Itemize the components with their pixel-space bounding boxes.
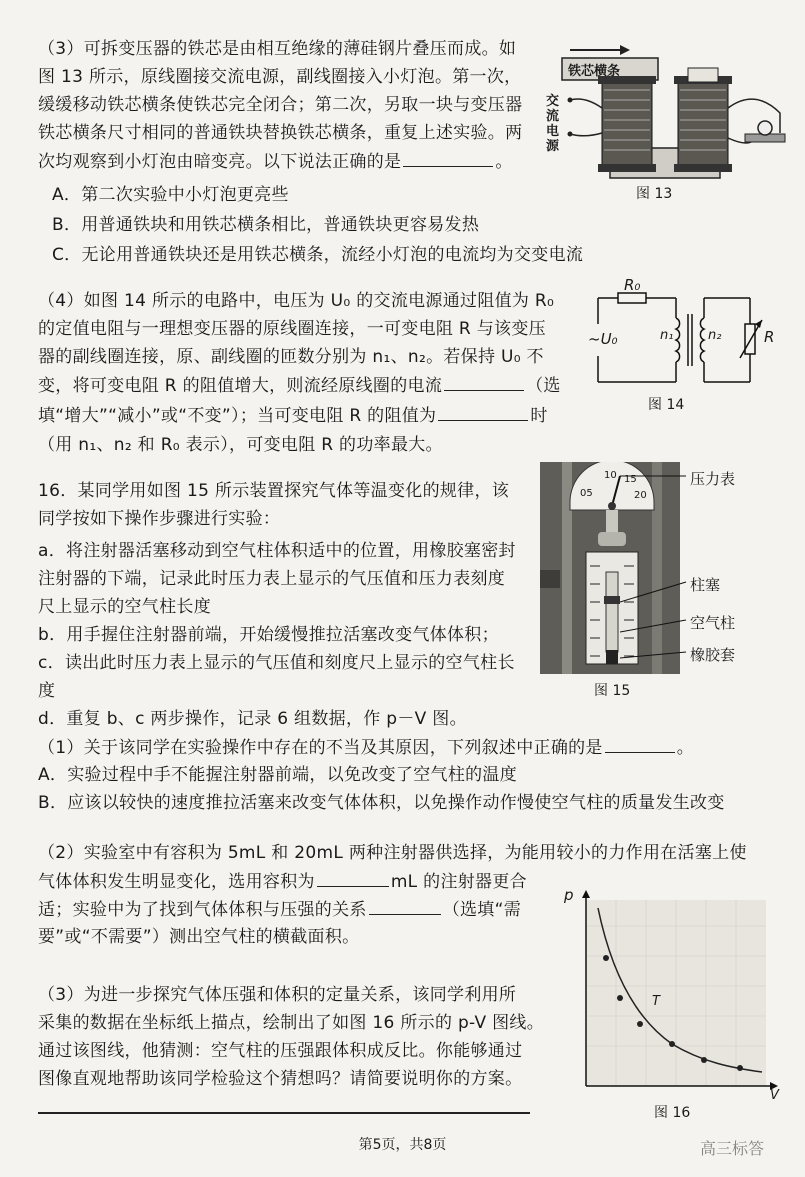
q4-line-6: （用 n₁、n₂ 和 R₀ 表示），可变电阻 R 的功率最大。 (38, 435, 443, 455)
q4-line-1: （4）如图 14 所示的电路中，电压为 U₀ 的交流电源通过阻值为 R₀ (38, 291, 555, 311)
q3-answer-blank[interactable] (403, 150, 493, 167)
figure-15-caption: 图 15 (594, 683, 631, 699)
q16-volume-blank[interactable] (317, 870, 389, 887)
plunger-label: 柱塞 (690, 576, 721, 594)
n2-label: n₂ (708, 328, 722, 343)
answer-line[interactable] (38, 1112, 530, 1114)
watermark-logo: 高三标答 (700, 1139, 765, 1158)
q16-sub3-line-4: 图像直观地帮助该同学检验这个猜想吗？请简要说明你的方案。 (38, 1069, 523, 1089)
y-axis-label: p (564, 886, 574, 904)
n1-label: n₁ (660, 328, 674, 343)
q16-line-2: 同学按如下操作步骤进行实验： (38, 509, 281, 529)
q4-line-5: 填“增大”“减小”或“不变”）；当可变电阻 R 的阻值为 时 (38, 406, 548, 426)
q16-sub3-line-3: 通过该图线，他猜测：空气柱的压强跟体积成反比。你能够通过 (38, 1041, 523, 1061)
figure-16 (562, 886, 787, 1116)
q16-sub2-line-2: 气体体积发生明显变化，选用容积为 mL 的注射器更合 (38, 872, 527, 892)
q16-line-1: 16．某同学用如图 15 所示装置探究气体等温变化的规律，该 (38, 481, 510, 501)
r-label: R (764, 328, 775, 346)
q16-sub3-line-1: （3）为进一步探究气体压强和体积的定量关系，该同学利用所 (38, 985, 517, 1005)
q16-sub2-line-1: （2）实验室中有容积为 5mL 和 20mL 两种注射器供选择，为能用较小的力作用在活塞上使 (38, 843, 747, 863)
page-footer: 第5页，共8页 (358, 1137, 447, 1153)
air-column-label: 空气柱 (690, 614, 736, 632)
q3-line-5: 次均观察到小灯泡由暗变亮。以下说法正确的是 。 (38, 152, 513, 172)
q4-resistance-blank[interactable] (438, 404, 528, 421)
figure-15-pointers (620, 462, 690, 674)
q3-line-3: 缓缓移动铁芯横条使铁芯完全闭合；第二次，另取一块与变压器 (38, 95, 523, 115)
iron-bar-label: 铁芯横条 (568, 64, 621, 79)
figure-14 (580, 276, 780, 389)
q3-line-4: 铁芯横条尺寸相同的普通铁块替换铁芯横条，重复上述实验。两 (38, 123, 523, 143)
q16-step-b: b．用手握住注射器前端，开始缓慢推拉活塞改变气体体积； (38, 625, 499, 645)
q4-line-2: 的定值电阻与一理想变压器的原线圈连接，一可变电阻 R 与该变压 (38, 319, 546, 339)
q3-option-c: C．无论用普通铁块还是用铁芯横条，流经小灯泡的电流均为交变电流 (52, 245, 584, 265)
u0-label: ~U₀ (588, 330, 618, 348)
q3-option-b: B．用普通铁块和用铁芯横条相比，普通铁块更容易发热 (52, 215, 480, 235)
q4-line-3: 器的副线圈连接，原、副线圈的匝数分别为 n₁、n₂。若保持 U₀ 不 (38, 347, 544, 367)
q3-question: 次均观察到小灯泡由暗变亮。以下说法正确的是 (38, 152, 402, 172)
q3-line-1: （3）可拆变压器的铁芯是由相互绝缘的薄硅钢片叠压而成。如 (38, 39, 517, 59)
q16-step-c-2: 度 (38, 681, 56, 701)
q16-area-blank[interactable] (369, 898, 441, 915)
x-axis-label: V (770, 1088, 779, 1103)
r0-label: R₀ (624, 276, 641, 294)
gauge-tick-05: 05 (580, 488, 593, 499)
gauge-tick-15: 15 (624, 474, 637, 485)
q16-step-d: d．重复 b、c 两步操作，记录 6 组数据，作 p－V 图。 (38, 709, 467, 729)
q16-step-a-1: a．将注射器活塞移动到空气柱体积适中的位置，用橡胶塞密封 (38, 541, 516, 561)
q16-sub1-blank[interactable] (605, 736, 675, 753)
q16-option-b: B．应该以较快的速度推拉活塞来改变气体体积，以免操作动作慢使空气柱的质量发生改变 (38, 793, 725, 813)
q16-step-a-2: 注射器的下端，记录此时压力表上显示的气压值和压力表刻度 (38, 569, 506, 589)
figure-16-caption: 图 16 (654, 1105, 691, 1121)
gauge-tick-10: 10 (604, 470, 617, 481)
figure-13-caption: 图 13 (636, 186, 673, 202)
q16-sub2-line-4: 要”或“不需要”）测出空气柱的横截面积。 (38, 927, 360, 947)
q3-line-2: 图 13 所示，原线圈接交流电源，副线圈接入小灯泡。第一次， (38, 67, 522, 87)
pressure-gauge-label: 压力表 (690, 470, 736, 488)
figure-14-caption: 图 14 (648, 397, 685, 413)
q16-sub3-line-2: 采集的数据在坐标纸上描点，绘制出了如图 16 所示的 p-V 图线。 (38, 1013, 545, 1033)
q16-sub2-line-3: 适；实验中为了找到气体体积与压强的关系 （选填“需 (38, 900, 522, 920)
q4-line-4: 变，将可变电阻 R 的阻值增大，则流经原线圈的电流 （选 (38, 376, 561, 396)
ac-source-label: 交 流 电 源 (546, 94, 560, 154)
rubber-cap-label: 橡胶套 (690, 646, 736, 664)
q3-option-a: A．第二次实验中小灯泡更亮些 (52, 185, 289, 205)
q16-option-a: A．实验过程中手不能握注射器前端，以免改变了空气柱的温度 (38, 765, 518, 785)
q16-step-a-3: 尺上显示的空气柱长度 (38, 597, 211, 617)
pv-graph (562, 886, 787, 1116)
curve-label: T (652, 994, 660, 1009)
q16-sub1: （1）关于该同学在实验操作中存在的不当及其原因，下列叙述中正确的是 。 (38, 738, 695, 758)
q16-step-c-1: c．读出此时压力表上显示的气压值和刻度尺上显示的空气柱长 (38, 653, 515, 673)
q4-current-blank[interactable] (444, 374, 524, 391)
gauge-tick-20: 20 (634, 490, 647, 501)
